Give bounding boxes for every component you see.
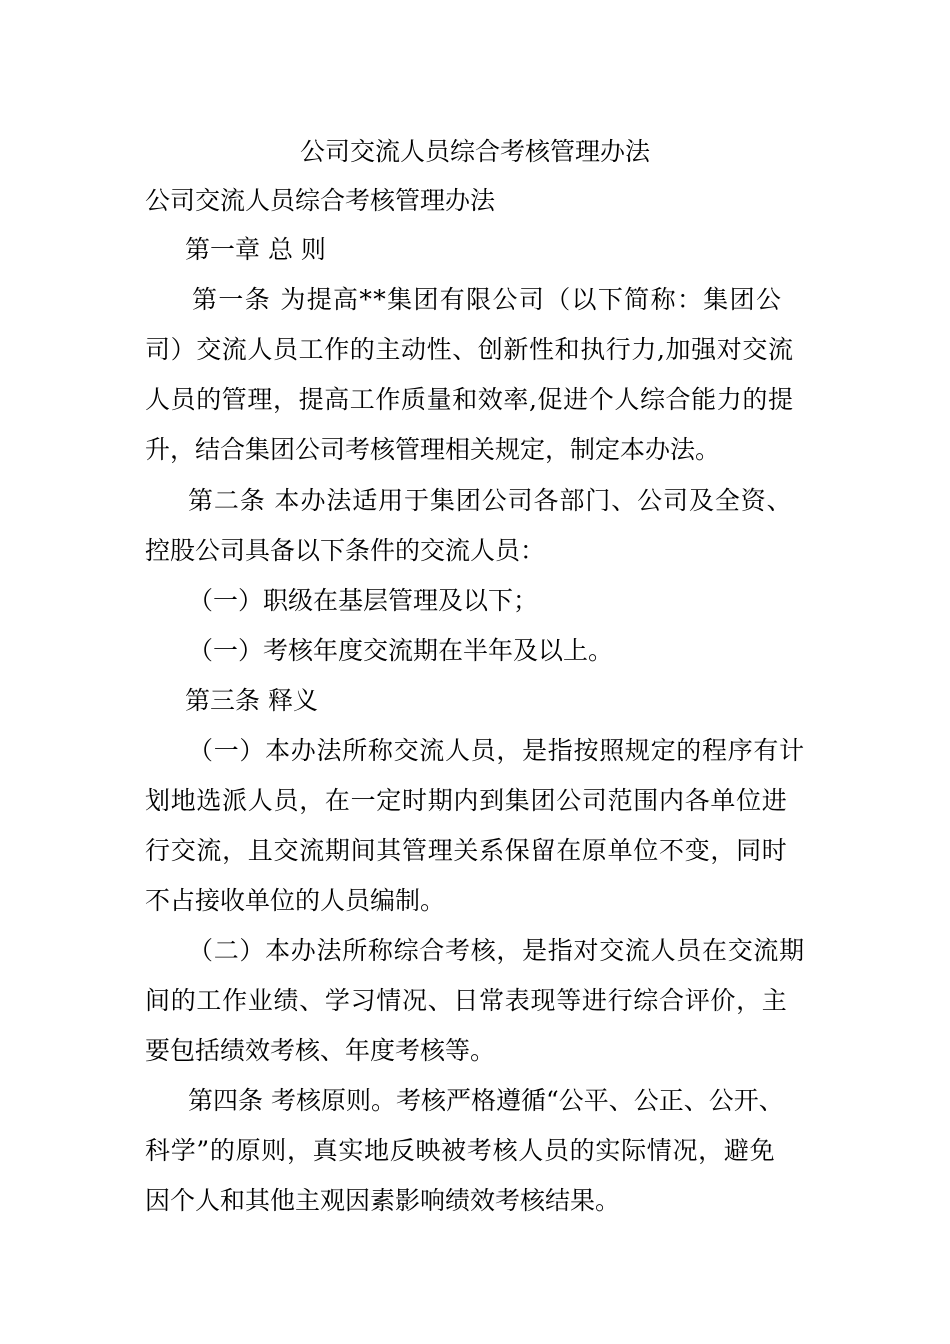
- article-1-line-4: 升，结合集团公司考核管理相关规定，制定本办法。: [145, 435, 721, 464]
- subtitle: 公司交流人员综合考核管理办法: [145, 186, 496, 215]
- article-3-item-1-line-3: 行交流，且交流期间其管理关系保留在原单位不变，同时: [145, 836, 788, 865]
- article-4-line-3: 因个人和其他主观因素影响绩效考核结果。: [145, 1186, 621, 1215]
- article-3-item-2-line-1: （二）本办法所称综合考核，是指对交流人员在交流期: [188, 936, 805, 965]
- article-1-line-2: 司）交流人员工作的主动性、创新性和执行力,加强对交流: [145, 335, 794, 364]
- article-1-line-1: 第一条 为提高**集团有限公司（以下简称：集团公: [192, 285, 783, 314]
- article-3-heading: 第三条 释义: [185, 686, 318, 715]
- article-2-item-1: （一）职级在基层管理及以下；: [188, 586, 539, 615]
- article-4-line-2: 科学”的原则，真实地反映被考核人员的实际情况，避免: [145, 1136, 776, 1165]
- article-2-line-1: 第二条 本办法适用于集团公司各部门、公司及全资、: [188, 486, 793, 515]
- article-2-line-2: 控股公司具备以下条件的交流人员：: [145, 536, 546, 565]
- chapter-heading: 第一章 总 则: [185, 235, 326, 264]
- article-3-item-1-line-1: （一）本办法所称交流人员，是指按照规定的程序有计: [188, 736, 805, 765]
- article-3-item-2-line-3: 要包括绩效考核、年度考核等。: [145, 1036, 496, 1065]
- article-1-line-3: 人员的管理，提高工作质量和效率,促进个人综合能力的提: [145, 385, 794, 414]
- article-4-line-1: 第四条 考核原则。考核严格遵循“公平、公正、公开、: [188, 1086, 784, 1115]
- article-3-item-2-line-2: 间的工作业绩、学习情况、日常表现等进行综合评价，主: [145, 986, 788, 1015]
- article-2-item-2: （一）考核年度交流期在半年及以上。: [188, 636, 614, 665]
- article-3-item-1-line-4: 不占接收单位的人员编制。: [145, 886, 446, 915]
- article-3-item-1-line-2: 划地选派人员，在一定时期内到集团公司范围内各单位进: [145, 786, 788, 815]
- document-title: 公司交流人员综合考核管理办法: [299, 137, 650, 166]
